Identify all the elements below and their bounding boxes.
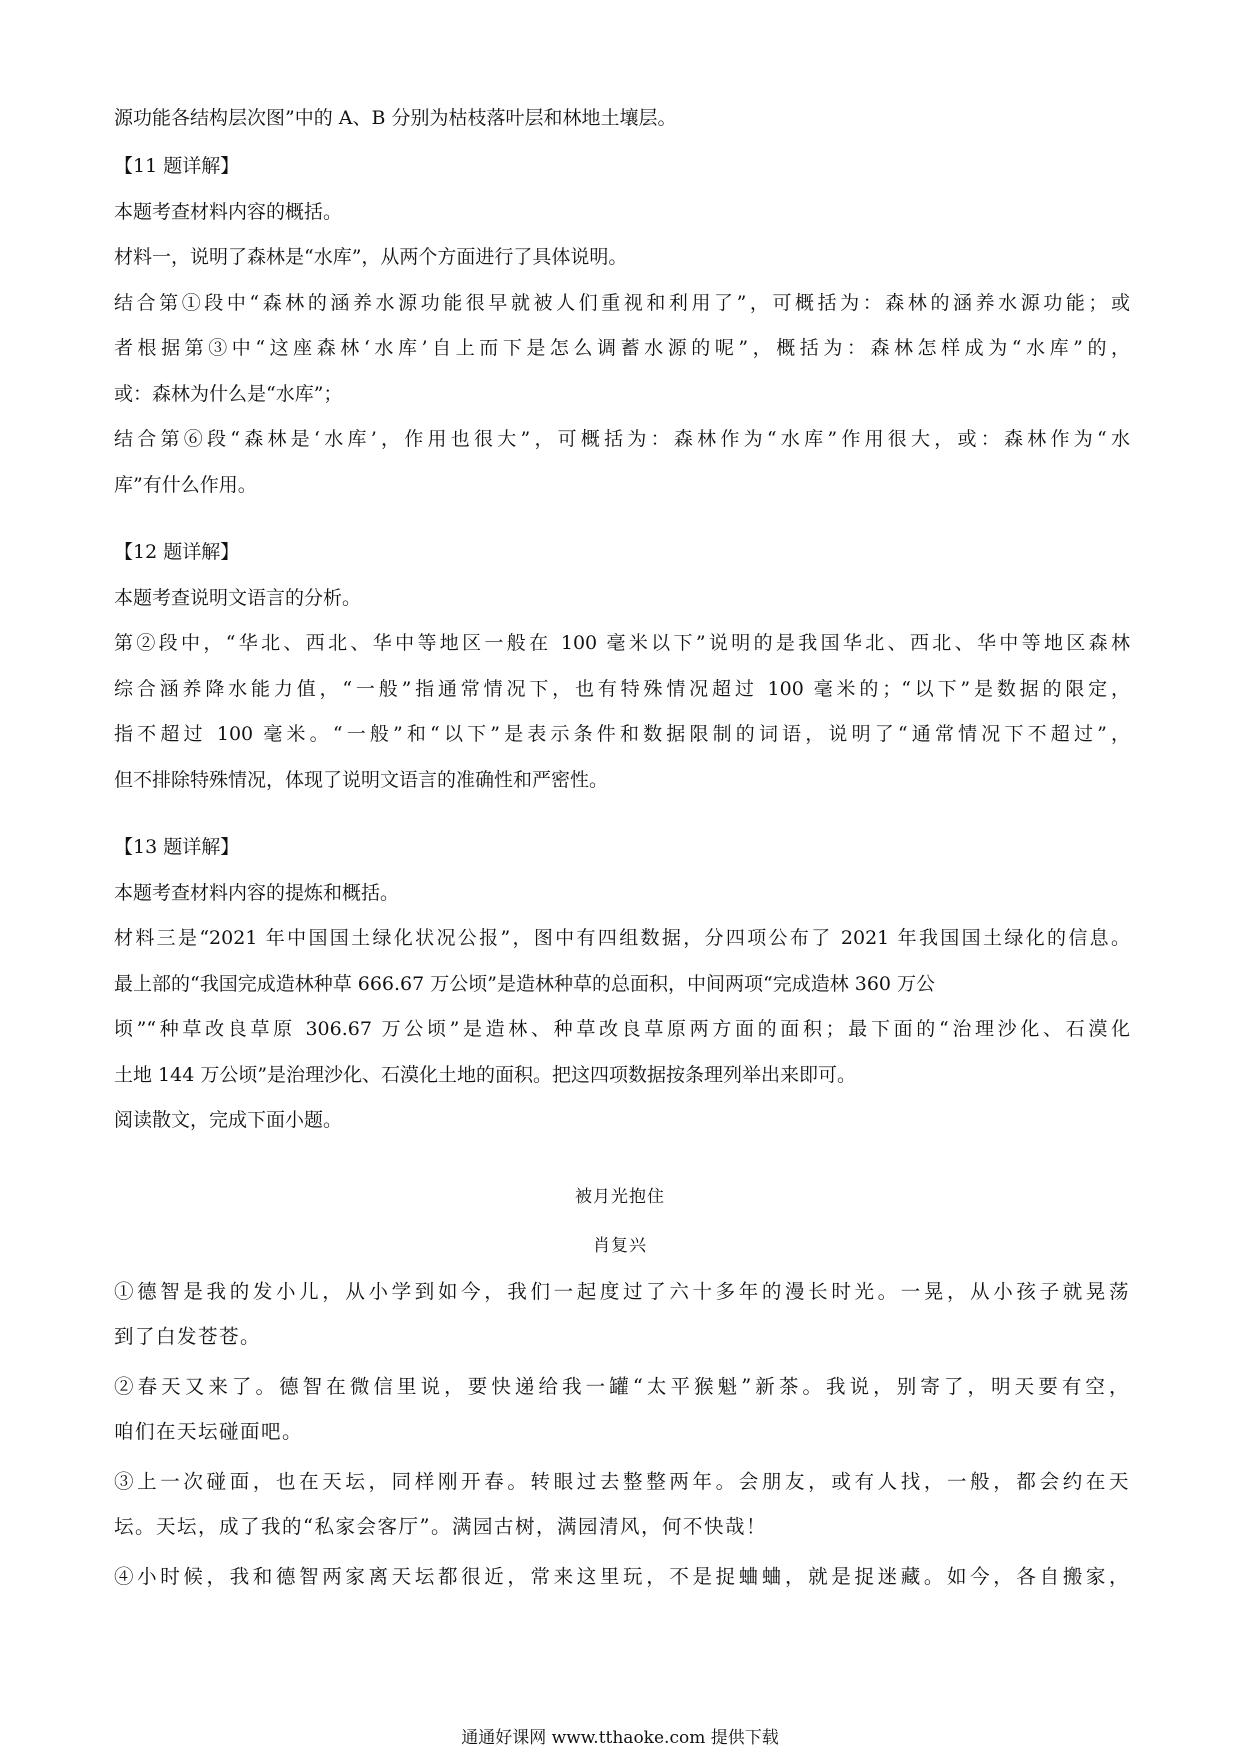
text-line: ④小时候，我和德智两家离天坛都很近，常来这里玩，不是捉蛐蛐，就是捉迷藏。如今，各自搬家， — [114, 1565, 1130, 1588]
text-line: 结合第⑥段“森林是‘水库’，作用也很大”，可概括为：森林作为“水库”作用很大，或：森林作为“水 — [114, 428, 1130, 450]
essay-author: 肖复兴 — [593, 1236, 647, 1256]
text-line: 库”有什么作用。 — [114, 473, 257, 496]
text-line: 顷”“种草改良草原 306.67 万公顷”是造林、种草改良草原两方面的面积；最下面的“治理沙化、石漠化 — [114, 1018, 1130, 1040]
text-line: 阅读散文，完成下面小题。 — [114, 1109, 343, 1131]
text-line: 坛。天坛，成了我的“私家会客厅”。满园古树，满园清风，何不快哉！ — [114, 1515, 767, 1538]
text-line: 结合第①段中“森林的涵养水源功能很早就被人们重视和利用了”，可概括为：森林的涵养水源功能；或 — [114, 291, 1130, 314]
text-line: 者根据第③中“这座森林‘水库’自上而下是怎么调蓄水源的呢”，概括为：森林怎样成为“水库”的， — [114, 337, 1130, 359]
text-line: 源功能各结构层次图”中的 A、B 分别为枯枝落叶层和林地土壤层。 — [114, 107, 677, 129]
text-line: 最上部的“我国完成造林种草 666.67 万公顷”是造林种草的总面积，中间两项“完成造林 360 万公 — [114, 972, 936, 995]
answer-block-q13 — [114, 825, 1130, 1144]
text-line: 本题考查材料内容的概括。 — [114, 200, 343, 223]
text-line: 到了白发苍苍。 — [114, 1325, 262, 1348]
essay-paragraph-3 — [114, 1459, 1130, 1549]
text-line: 第②段中，“华北、西北、华中等地区一般在 100 毫米以下”说明的是我国华北、西北、华中等地区森林 — [114, 632, 1130, 654]
page-footer: 通通好课网 www.tthaoke.com 提供下载 — [461, 1728, 779, 1748]
text-line: 本题考查材料内容的提炼和概括。 — [114, 881, 400, 904]
text-line: 但不排除特殊情况，体现了说明文语言的准确性和严密性。 — [114, 768, 609, 791]
text-line: 或：森林为什么是“水库”； — [114, 382, 343, 405]
answer-block-continuation — [114, 96, 1130, 142]
text-line: ③上一次碰面，也在天坛，同样刚开春。转眼过去整整两年。会朋友，或有人找，一般，都会约在天 — [114, 1470, 1130, 1493]
text-line: 综合涵养降水能力值，“一般”指通常情况下，也有特殊情况超过 100 毫米的；“以下”是数据的限定， — [114, 677, 1130, 700]
essay-paragraph-1 — [114, 1269, 1130, 1359]
text-line: ②春天又来了。德智在微信里说，要快递给我一罐“太平猴魁”新茶。我说，别寄了，明天要有空， — [114, 1375, 1130, 1398]
section-heading-q13: 【13 题详解】 — [114, 836, 240, 858]
section-heading-q11: 【11 题详解】 — [114, 155, 240, 177]
answer-block-q11 — [114, 144, 1130, 508]
section-heading-q12: 【12 题详解】 — [114, 541, 240, 563]
text-line: 指不超过 100 毫米。“一般”和“以下”是表示条件和数据限制的词语，说明了“通常情况下不超过”， — [114, 723, 1130, 745]
text-line: 材料一，说明了森林是“水库”，从两个方面进行了具体说明。 — [114, 246, 628, 268]
text-line: 咱们在天坛碰面吧。 — [114, 1420, 304, 1443]
text-line: 土地 144 万公顷”是治理沙化、石漠化土地的面积。把这四项数据按条理列举出来即可。 — [114, 1063, 857, 1086]
text-line: 材料三是“2021 年中国国土绿化状况公报”，图中有四组数据，分四项公布了 2021 年我国国土绿化的信息。 — [114, 927, 1130, 949]
text-line: 本题考查说明文语言的分析。 — [114, 586, 362, 609]
essay-paragraph-4 — [114, 1554, 1130, 1599]
answer-block-q12 — [114, 530, 1130, 803]
essay-paragraph-2 — [114, 1364, 1130, 1454]
essay-title: 被月光抱住 — [575, 1187, 665, 1207]
text-line: ①德智是我的发小儿，从小学到如今，我们一起度过了六十多年的漫长时光。一晃，从小孩子就晃荡 — [114, 1280, 1130, 1303]
